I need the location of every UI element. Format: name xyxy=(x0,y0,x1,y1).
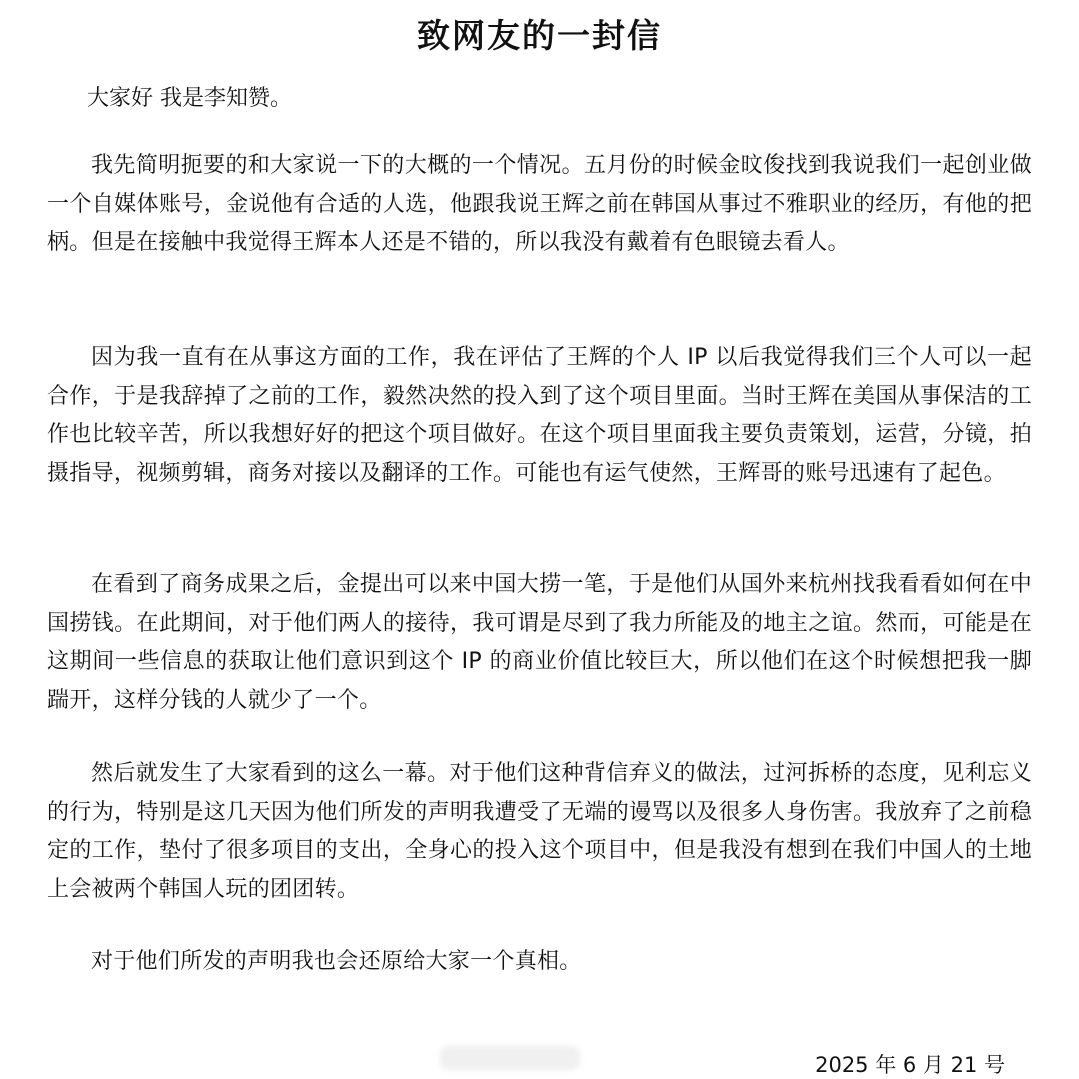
letter-paragraph: 对于他们所发的声明我也会还原给大家一个真相。 xyxy=(91,949,582,974)
letter-title: 致网友的一封信 xyxy=(417,16,662,55)
letter-date: 2025 年 6 月 21 号 xyxy=(815,1053,1005,1077)
letter-paragraph: 在看到了商务成果之后，金提出可以来中国大捞一笔，于是他们从国外来杭州找我看看如何在中国捞钱。在此期间，对于他们两人的接待，我可谓是尽到了我力所能及的地主之谊。然而，可能是在这期间一些信息的获取让他们意识到这个 IP 的商业价值比较巨大，所以他们在这个时候想把我一脚踹开，这样分钱的人就少了一个。 xyxy=(47,572,1032,713)
letter-greeting: 大家好 我是李知赞。 xyxy=(87,86,292,111)
letter-paragraph: 因为我一直有在从事这方面的工作，我在评估了王辉的个人 IP 以后我觉得我们三个人可以一起合作，于是我辞掉了之前的工作，毅然决然的投入到了这个项目里面。当时王辉在美国从事保洁的工作也比较辛苦，所以我想好好的把这个项目做好。在这个项目里面我主要负责策划，运营，分镜，拍摄指导，视频剪辑，商务对接以及翻译的工作。可能也有运气使然，王辉哥的账号迅速有了起色。 xyxy=(47,345,1032,486)
letter-paragraph: 然后就发生了大家看到的这么一幕。对于他们这种背信弃义的做法，过河拆桥的态度，见利忘义的行为，特别是这几天因为他们所发的声明我遭受了无端的谩骂以及很多人身伤害。我放弃了之前稳定的工作，垫付了很多项目的支出，全身心的投入这个项目中，但是我没有想到在我们中国人的土地上会被两个韩国人玩的团团转。 xyxy=(47,761,1032,902)
letter-paragraph: 我先简明扼要的和大家说一下的大概的一个情况。五月份的时候金旼俊找到我说我们一起创业做一个自媒体账号，金说他有合适的人选，他跟我说王辉之前在韩国从事过不雅职业的经历，有他的把柄。但是在接触中我觉得王辉本人还是不错的，所以我没有戴着有色眼镜去看人。 xyxy=(47,153,1032,255)
watermark-blur xyxy=(440,1046,580,1070)
